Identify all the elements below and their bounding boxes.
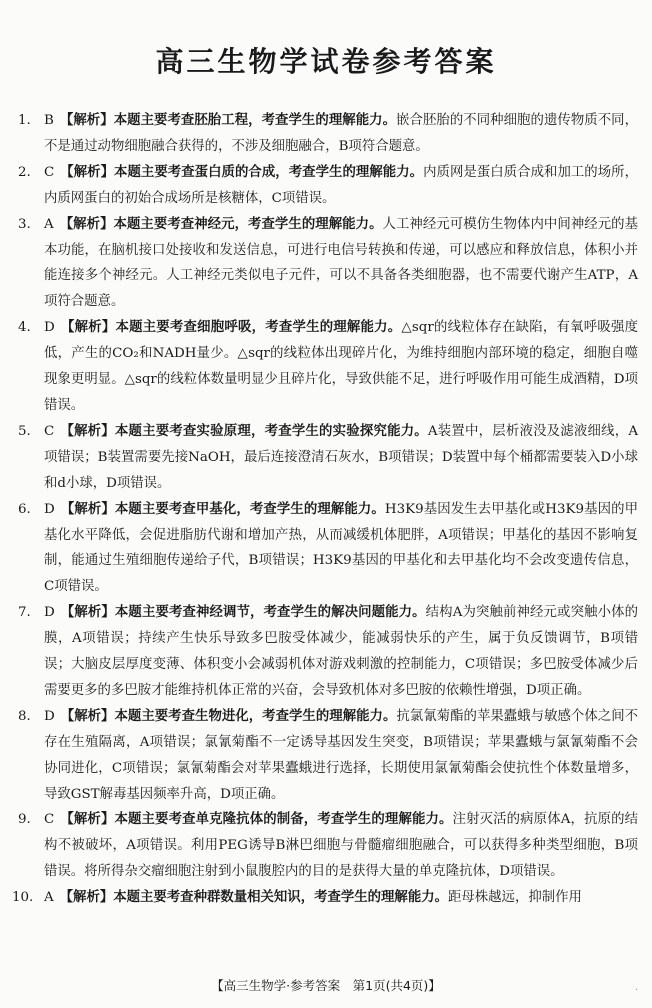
analysis-text: H3K9基因发生去甲基化或H3K9基因的甲基化水平降低，会促进脂肪代谢和增加产热，从而减缓机体肥胖，A项错误；甲基化的基因不影响复制，能通过生殖细胞传递给子代，B项错误；H3K9基因的甲基化和去甲基化均不会改变遗传信息，C项错误。 xyxy=(44,501,638,595)
analysis-lead: 本题主要考查蛋白质的合成，考查学生的理解能力。 xyxy=(114,164,424,180)
item-answer: C xyxy=(44,812,55,828)
analysis-text: 内质网是蛋白质合成和加工的场所，内质网蛋白的初始合成场所是核糖体，C项错误。 xyxy=(44,164,639,206)
answer-item-4 xyxy=(18,315,638,419)
analysis-tag: 【解析】 xyxy=(60,164,115,180)
answer-item-6 xyxy=(18,497,638,601)
item-number: 1. xyxy=(18,113,31,128)
item-number: 7. xyxy=(18,605,31,621)
answer-item-3 xyxy=(18,212,638,316)
analysis-tag: 【解析】 xyxy=(60,708,115,724)
item-answer: D xyxy=(44,605,55,621)
item-answer: B xyxy=(44,113,54,128)
item-answer: C xyxy=(44,423,55,439)
analysis-text: △sqr的线粒体存在缺陷，有氧呼吸强度低，产生的CO₂和NADH量少。△sqr的线粒体出现碎片化，为维持细胞内部环境的稳定，细胞自噬现象更明显。△sqr的线粒体数量明显少且碎片化，导致供能不足，进行呼吸作用可能生成酒精，D项错误。 xyxy=(44,320,638,413)
analysis-text: A装置中，层析液没及滤液细线，A项错误；B装置需要先接NaOH，最后连接澄清石灰水，B项错误；D装置中每个桶都需要装入D小球和d小球，D项错误。 xyxy=(44,423,639,491)
analysis-tag: 【解析】 xyxy=(60,320,116,336)
item-answer: A xyxy=(44,890,54,906)
answer-item-5 xyxy=(18,419,638,497)
analysis-text: 结构A为突触前神经元或突触小体的膜，A项错误；持续产生快乐导致多巴胺受体减少，能减弱快乐的产生，属于负反馈调节，B项错误；大脑皮层厚度变薄、体积变小会减弱机体对游戏刺激的控制能力，C项错误；多巴胺受体减少后需要更多的多巴胺才能维持机体正常的兴奋，会导致机体对多巴胺的依赖性增强，D项正确。 xyxy=(44,605,639,698)
answer-item-1 xyxy=(18,108,638,160)
item-number: 9. xyxy=(18,812,31,828)
analysis-tag: 【解析】 xyxy=(60,423,115,439)
corner-mark: · xyxy=(634,985,638,996)
analysis-tag: 【解析】 xyxy=(59,890,114,906)
answer-item-8 xyxy=(18,704,638,808)
analysis-lead: 本题主要考查单克隆抗体的制备，考查学生的理解能力。 xyxy=(114,812,453,828)
analysis-tag: 【解析】 xyxy=(59,216,114,232)
analysis-text: 注射灭活的病原体A，抗原的结构不被破坏，A项错误。利用PEG诱导B淋巴细胞与骨髓瘤细胞融合，可以获得多种类型细胞，B项错误。将所得杂交瘤细胞注射到小鼠腹腔内的目的是获得大量的单克隆抗体，D项错误。 xyxy=(44,812,639,880)
item-number: 2. xyxy=(18,164,31,180)
item-answer: D xyxy=(44,708,55,724)
answer-list xyxy=(12,108,639,911)
item-answer: D xyxy=(44,501,55,517)
page-footer: 【高三生物学·参考答案 第1页(共4页)】 xyxy=(211,978,441,993)
analysis-lead: 本题主要考查神经元，考查学生的理解能力。 xyxy=(113,216,383,232)
analysis-lead: 本题主要考查实验原理，考查学生的实验探究能力。 xyxy=(114,423,428,439)
analysis-text: 距母株越远，抑制作用 xyxy=(448,890,582,906)
analysis-lead: 本题主要考查生物进化，考查学生的理解能力。 xyxy=(114,708,397,724)
analysis-lead: 本题主要考查胚胎工程，考查学生的理解能力。 xyxy=(113,113,397,128)
analysis-tag: 【解析】 xyxy=(60,605,115,621)
analysis-lead: 本题主要考查神经调节，考查学生的解决问题能力。 xyxy=(114,605,426,621)
item-number: 8. xyxy=(18,708,31,724)
analysis-text: 人工神经元可模仿生物体内中间神经元的基本功能，在脑机接口处接收和发送信息，可进行电信号转换和传递，可以感应和释放信息，体积小并能连接多个神经元。人工神经元类似电子元件，可以不具备各类细胞器，也不需要代谢产生ATP，A项符合题意。 xyxy=(44,216,639,310)
answer-item-9 xyxy=(18,807,638,885)
page-title: 高三生物学试卷参考答案 xyxy=(155,45,497,78)
analysis-lead: 本题主要考查细胞呼吸，考查学生的理解能力。 xyxy=(115,320,402,336)
item-number: 5. xyxy=(18,423,31,439)
answer-item-10 xyxy=(12,885,638,911)
analysis-tag: 【解析】 xyxy=(60,812,115,828)
analysis-tag: 【解析】 xyxy=(59,113,114,128)
analysis-lead: 本题主要考查甲基化，考查学生的理解能力。 xyxy=(114,501,385,517)
item-number: 10. xyxy=(12,890,34,906)
analysis-text: 抗氯氰菊酯的苹果蠹蛾与敏感个体之间不存在生殖隔离，A项错误；氯氰菊酯不一定诱导基因发生突变，B项错误；苹果蠹蛾与氯氰菊酯不会协同进化，C项错误；氯氰菊酯会对苹果蠹蛾进行选择，长期使用氯氰菊酯会使抗性个体数量增多，导致GST解毒基因频率升高，D项正确。 xyxy=(44,708,639,802)
analysis-text: 嵌合胚胎的不同种细胞的遗传物质不同，不是通过动物细胞融合获得的，不涉及细胞融合，B项符合题意。 xyxy=(44,113,639,154)
answer-item-7 xyxy=(18,600,638,704)
item-number: 3. xyxy=(18,216,31,232)
answer-item-2 xyxy=(18,160,638,212)
analysis-tag: 【解析】 xyxy=(60,501,115,517)
item-number: 4. xyxy=(18,320,31,336)
item-answer: A xyxy=(44,216,54,232)
item-answer: D xyxy=(44,320,55,336)
analysis-lead: 本题主要考查种群数量相关知识，考查学生的理解能力。 xyxy=(113,890,448,906)
item-answer: C xyxy=(44,164,55,180)
item-number: 6. xyxy=(18,501,31,517)
